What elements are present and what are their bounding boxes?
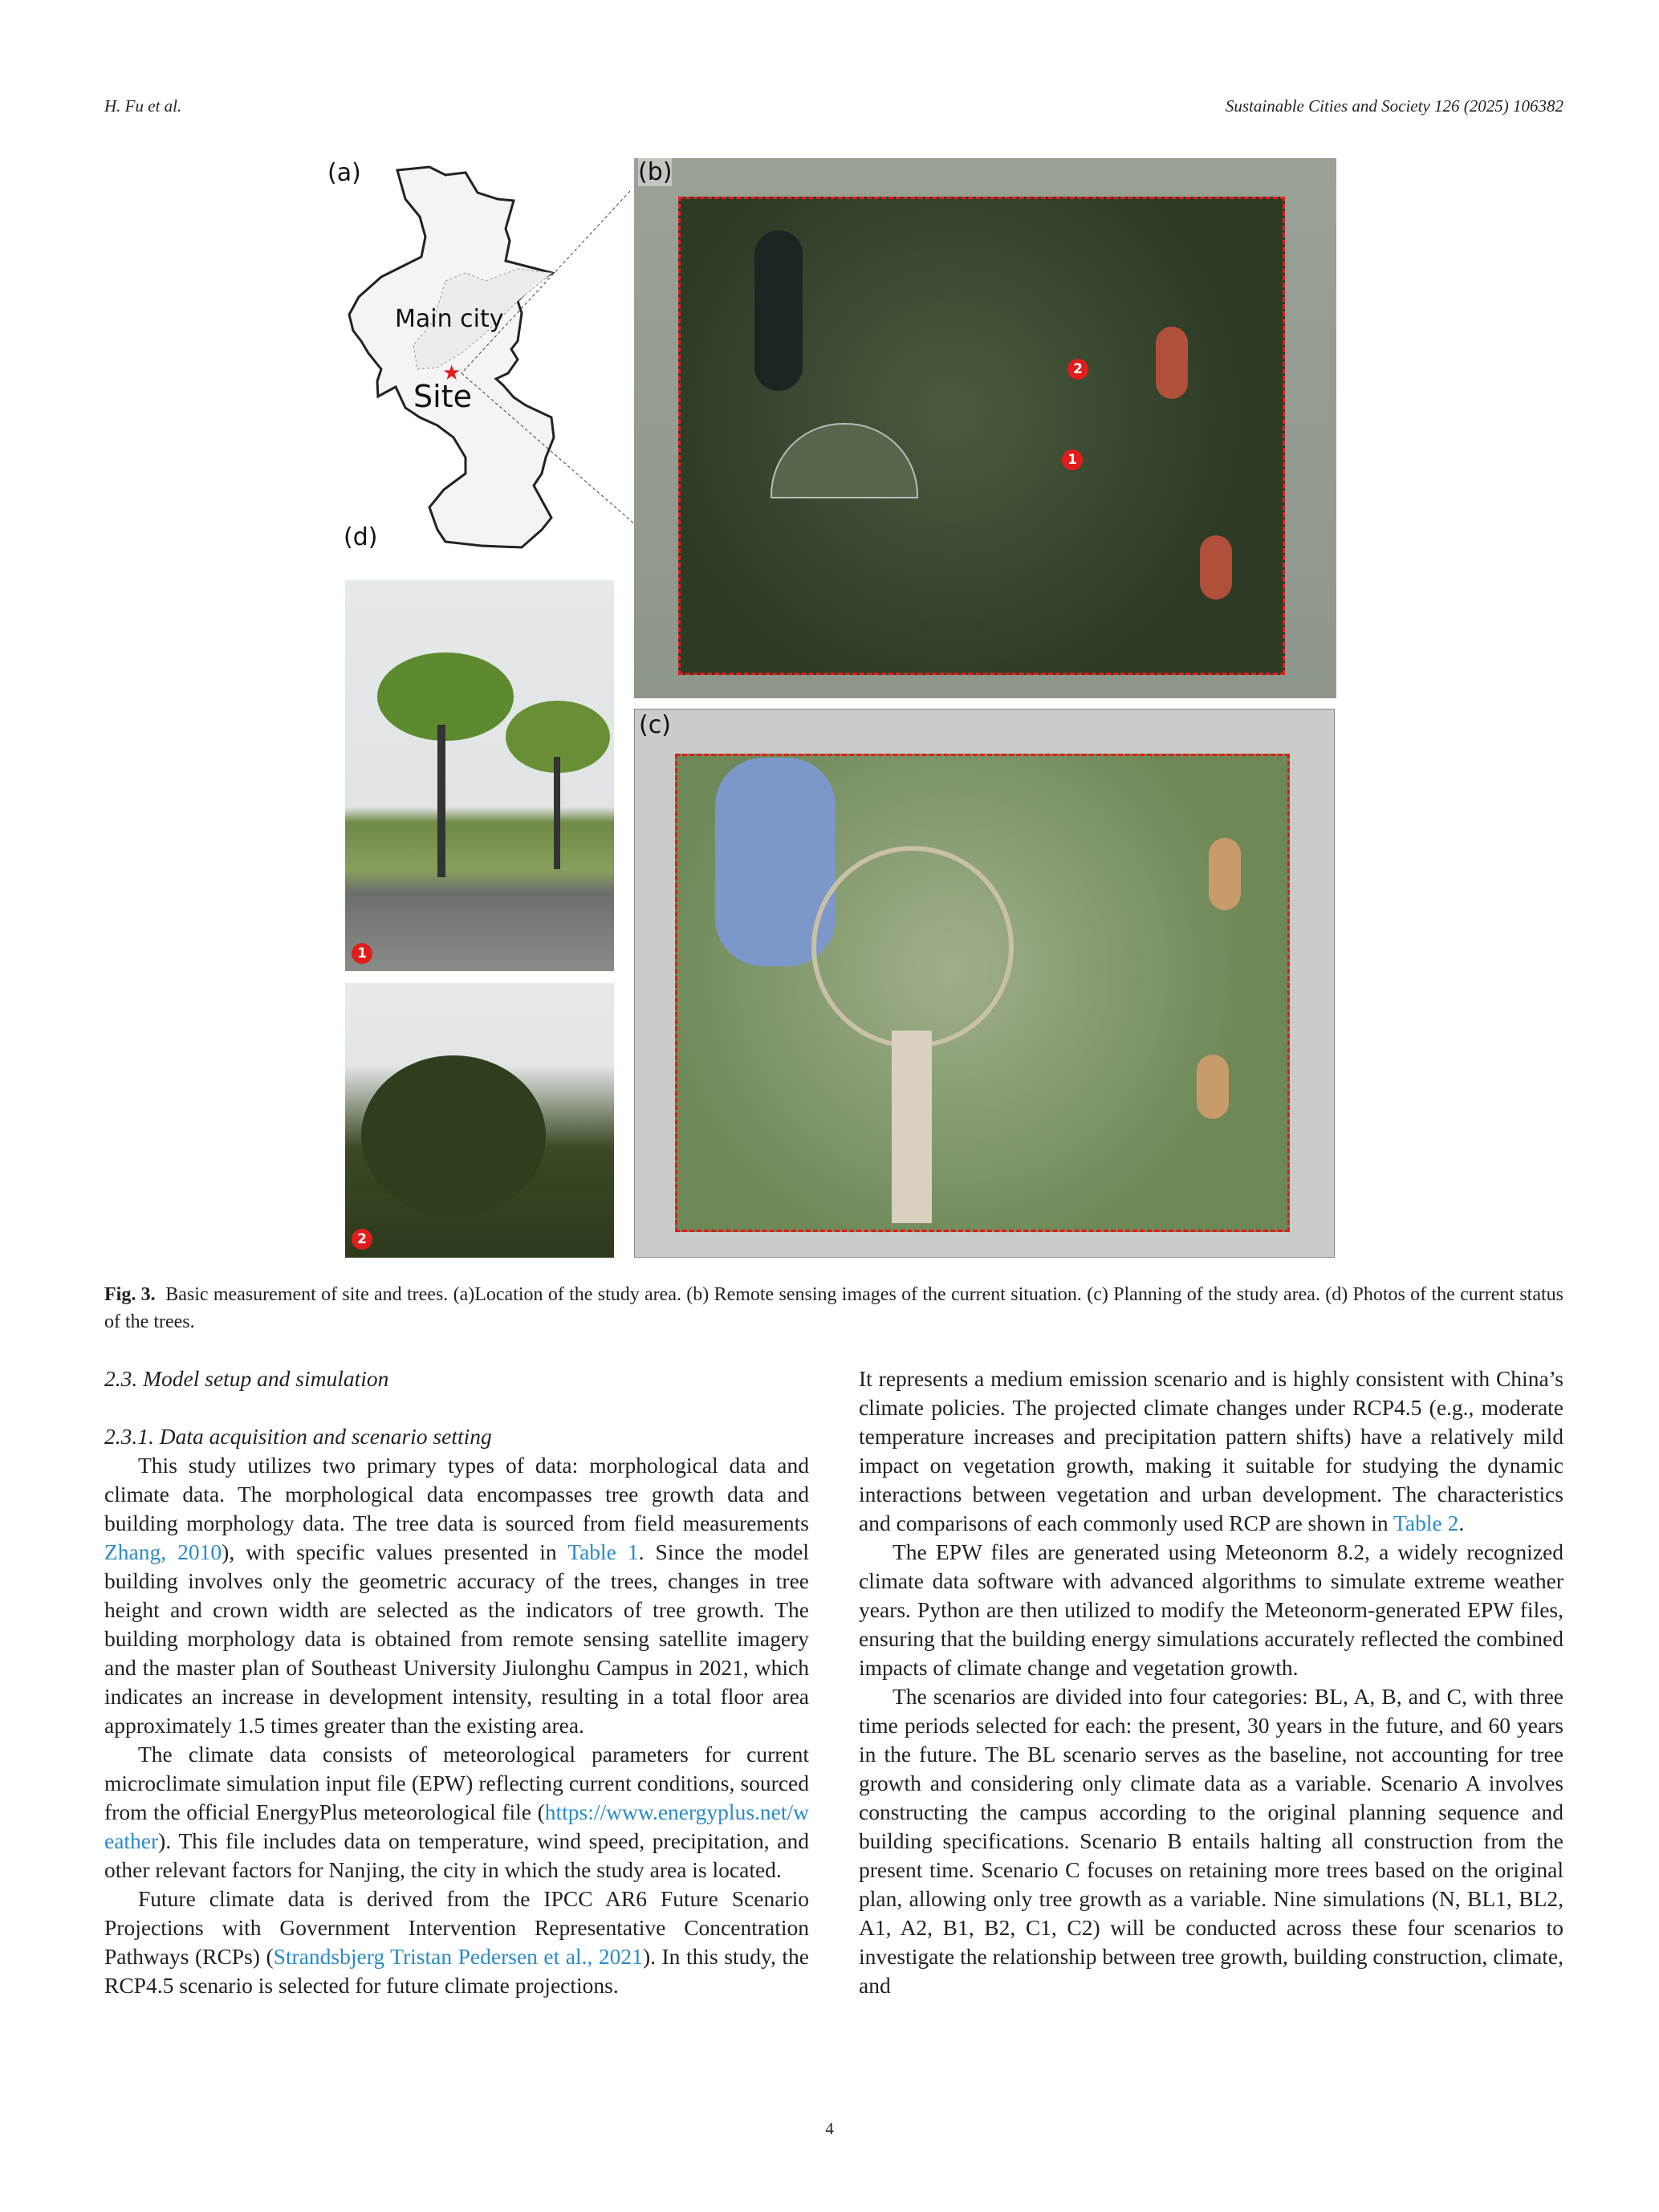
marker-2: 2 (1067, 359, 1088, 380)
marker-1: 1 (1062, 449, 1083, 470)
paragraph (104, 1740, 809, 1885)
citation-link[interactable]: Zhang, 2010 (104, 1539, 222, 1564)
caption-label: Fig. 3. (104, 1284, 156, 1305)
site-star-icon: ★ (442, 361, 462, 384)
text: . (1458, 1511, 1465, 1535)
text: ). In this study, the RCP4.5 scenario is selected for future climate projections. (104, 1944, 810, 1998)
caption-text: Basic measurement of site and trees. (a)Location of the study area. (b) Remote sensing images of the current situation. (c) Planning of the study area. (d) Photos of the current status of the trees. (104, 1284, 1564, 1332)
panel-label-c: (c) (639, 711, 671, 739)
citation-link[interactable]: Strandsbjerg Tristan Pedersen et al., 2021 (273, 1944, 643, 1969)
text: The climate data consists of meteorological parameters for current microclimate simulation input file (EPW) reflecting current conditions, sourced from the official EnergyPlus meteorological file ( (104, 1742, 809, 1824)
text: It represents a medium emission scenario and is highly consistent with China’s climate policies. The projected climate changes under RCP4.5 (e.g., moderate temperature increases and precipitation pattern shifts) have a relatively mild impact on vegetation growth, making it suitable for studying the dynamic interactions between vegetation and urban development. The characteristics and comparisons of each commonly used RCP are shown in (859, 1366, 1563, 1535)
paragraph (104, 1451, 809, 1740)
tree-photo-2 (345, 983, 614, 1258)
map-label-main-city: Main city (395, 305, 504, 333)
section-heading: 2.3. Model setup and simulation (104, 1366, 389, 1391)
panel-label-a: (a) (327, 159, 361, 187)
paragraph (859, 1364, 1563, 1538)
table-link[interactable]: Table 2 (1393, 1511, 1459, 1535)
subsection-heading: 2.3.1. Data acquisition and scenario setting (104, 1424, 492, 1449)
paragraph: The scenarios are divided into four categories: BL, A, B, and C, with three time periods selected for each: the present, 30 years in the future, and 60 years in the future. The BL scenario serves as the baseline, not accounting for tree growth and considering only climate data as a variable. Scenario A involves constructing the campus according to the original planning sequence and building specifications. Scenario B entails halting all construction from the present time. Scenario C focuses on retaining more trees based on the original plan, allowing only tree growth as a variable. Nine simulations (N, BL1, BL2, A1, A2, B1, B2, C1, C2) will be conducted across these four scenarios to investigate the relationship between tree growth, building construction, climate, and (859, 1684, 1563, 1998)
running-header-journal: Sustainable Cities and Society 126 (2025) 106382 (1225, 96, 1563, 116)
page-number: 4 (825, 2119, 834, 2138)
panel-label-b: (b) (638, 158, 673, 186)
right-column (859, 1364, 1563, 2000)
running-header-authors: H. Fu et al. (104, 96, 182, 116)
paragraph: The EPW files are generated using Meteonorm 8.2, a widely recognized climate data software with advanced algorithms to simulate extreme weather years. Python are then utilized to modify the Meteonorm-generated EPW files, ensuring that the building energy simulations accurately reflected the combined impacts of climate change and vegetation growth. (859, 1539, 1563, 1680)
url-link[interactable]: https://www.energyplus.net/weather (104, 1799, 809, 1853)
planning-image (634, 709, 1335, 1258)
map-label-site: Site (413, 379, 472, 414)
table-link[interactable]: Table 1 (567, 1539, 639, 1564)
remote-sensing-image (634, 158, 1336, 698)
text: ), with specific values presented in (222, 1539, 568, 1564)
text: . Since the model building involves only the geometric accuracy of the trees, changes in tree height and crown width are selected as the indicators of tree growth. The building morphology data is obtained from remote sensing satellite imagery and the master plan of Southeast University Jiulonghu Campus in 2021, which indicates an increase in development intensity, resulting in a total floor area approximately 1.5 times greater than the existing area. (104, 1539, 809, 1738)
text: Future climate data is derived from the IPCC AR6 Future Scenario Projections with Government Intervention Representative Concentration Pathways (RCPs) ( (104, 1886, 809, 1969)
photo-marker-1: 1 (352, 943, 372, 964)
figure-caption (104, 1281, 1563, 1336)
text: This study utilizes two primary types of data: morphological data and climate data. The morphological data encompasses tree growth data and building morphology data. The tree data is sourced from field measurements (104, 1453, 809, 1535)
tree-photo-1 (345, 580, 614, 971)
text: ). This file includes data on temperature, wind speed, precipitation, and other relevant factors for Nanjing, the city in which the study area is located. (104, 1828, 809, 1882)
left-column (104, 1364, 809, 2000)
photo-marker-2: 2 (352, 1229, 372, 1250)
paragraph (104, 1885, 809, 2000)
panel-label-d: (d) (344, 523, 378, 551)
